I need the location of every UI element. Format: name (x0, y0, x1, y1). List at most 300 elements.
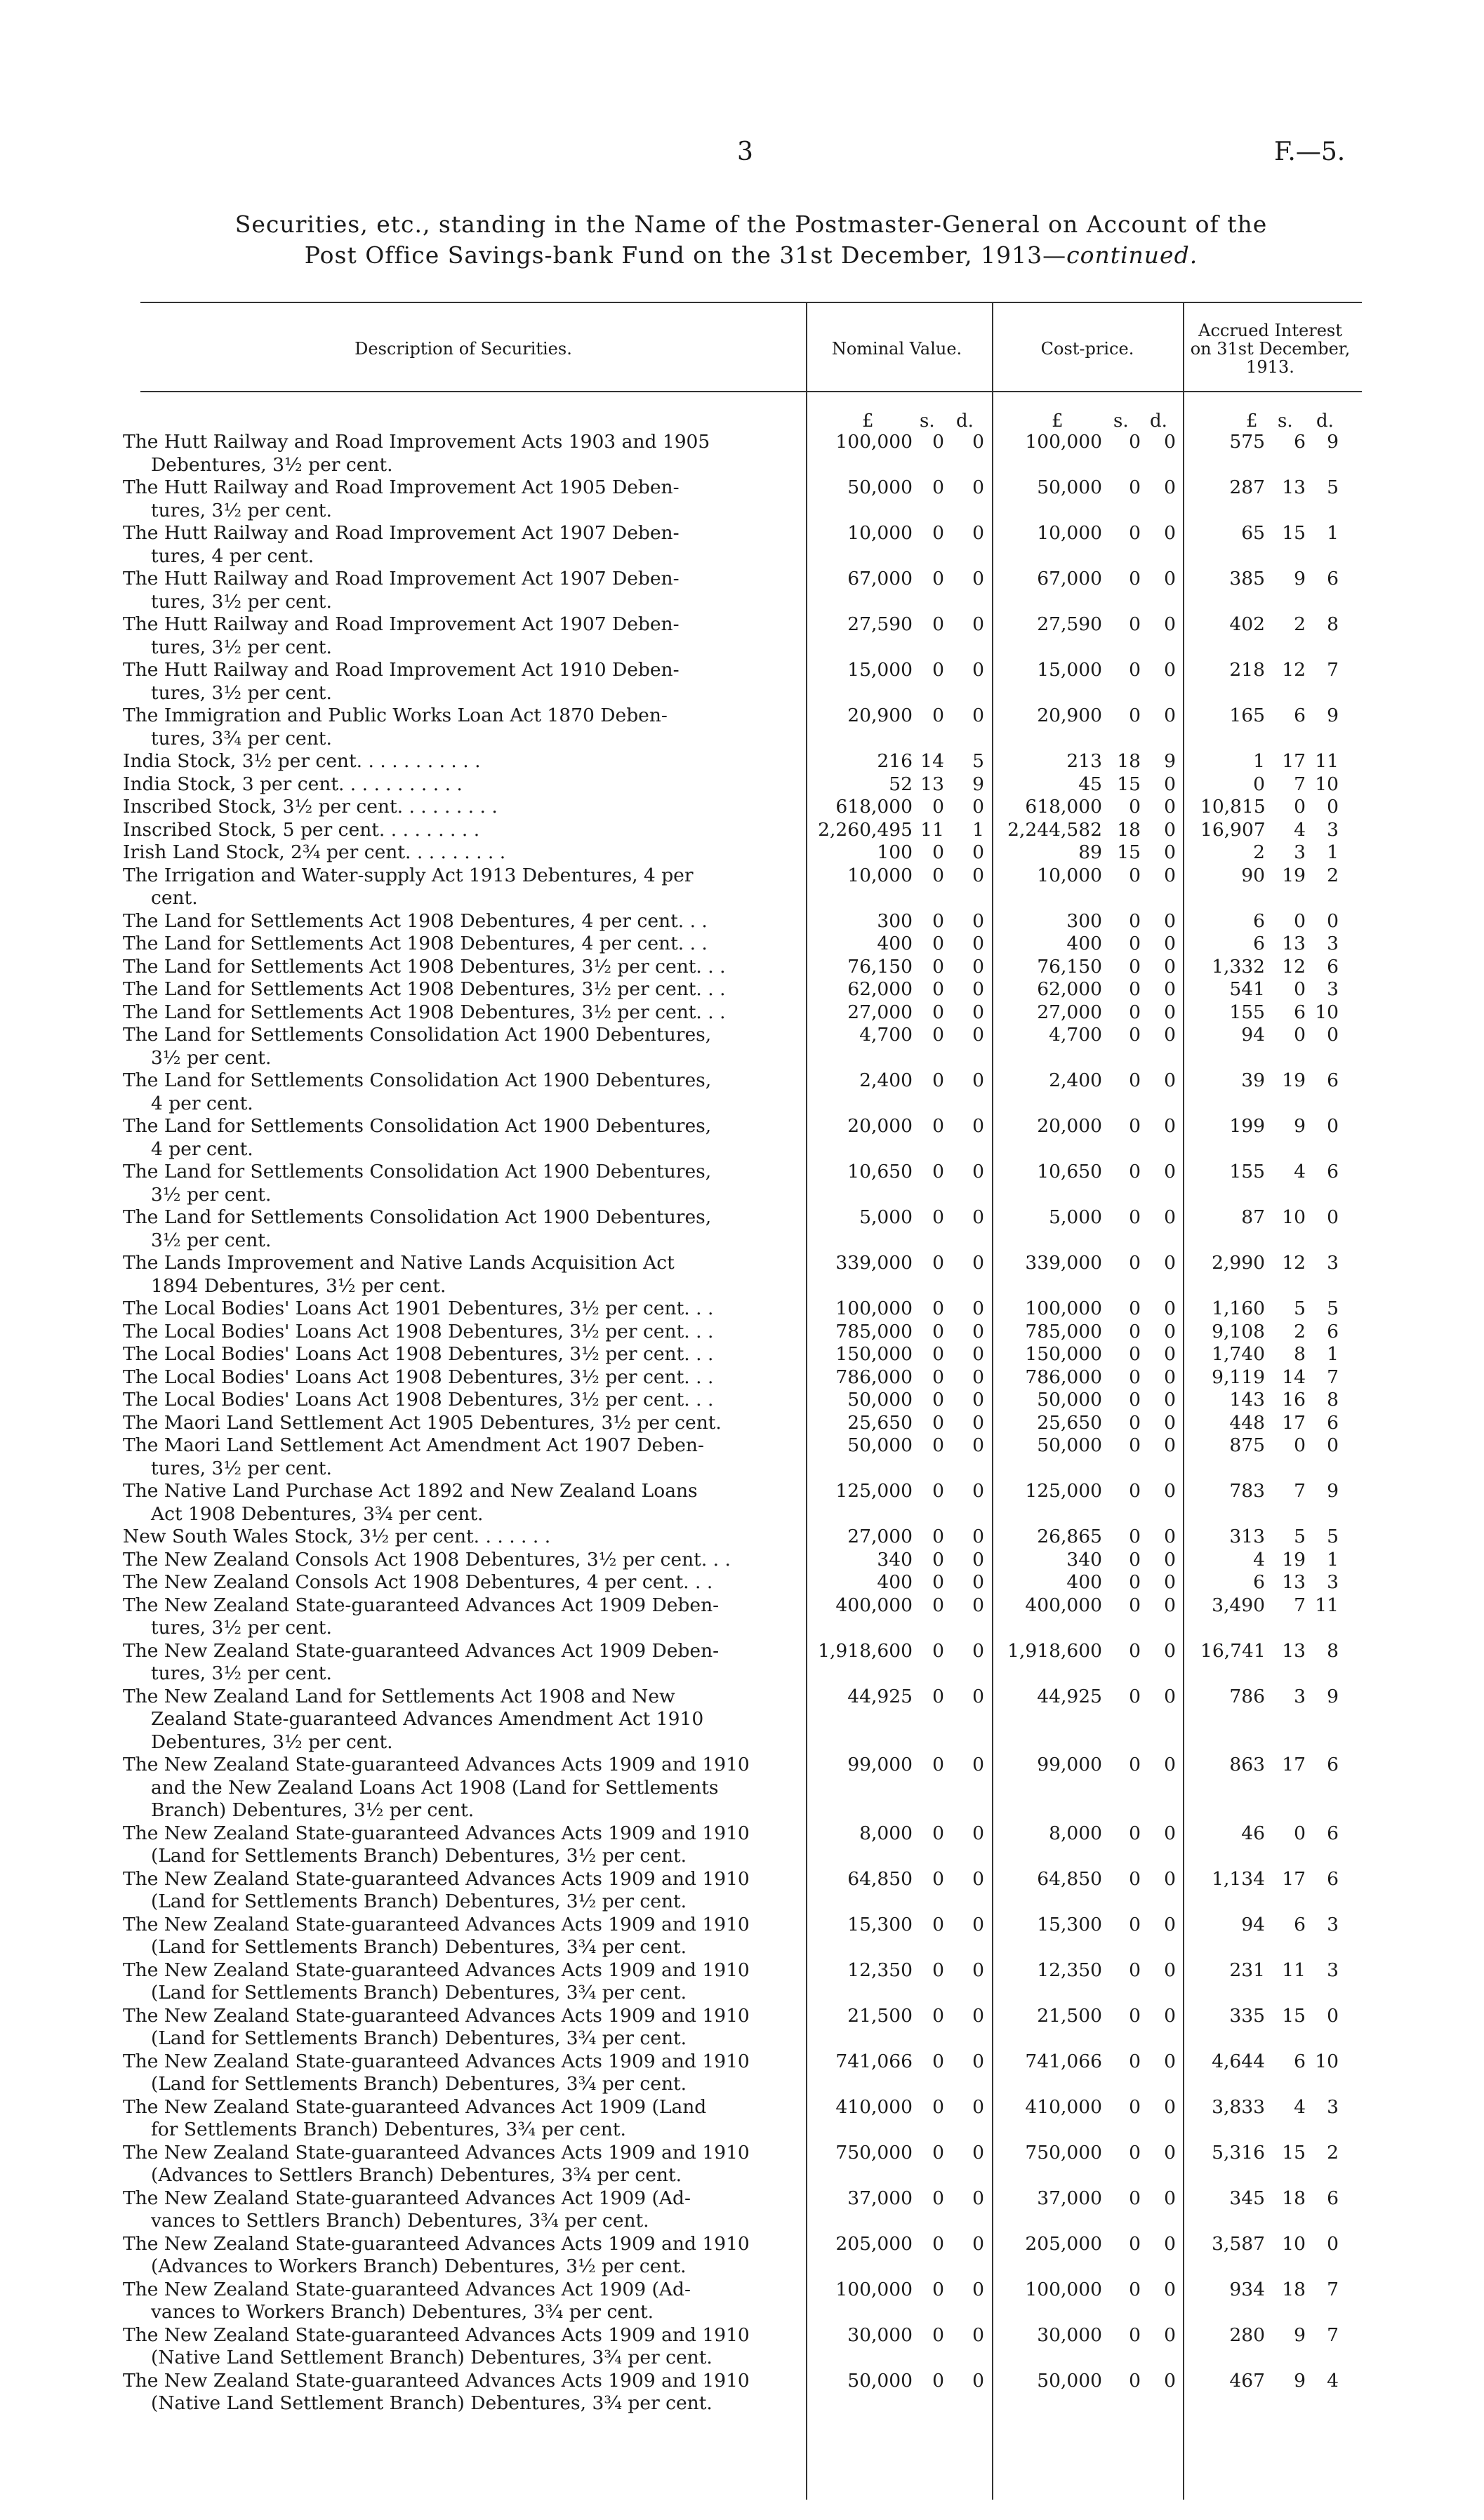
nominal-shillings: 0 (932, 1252, 944, 1274)
nominal-shillings: 0 (932, 1366, 944, 1388)
accrued-shillings: 12 (1282, 1252, 1306, 1274)
cost-shillings: 0 (1129, 1161, 1141, 1182)
nominal-shillings: 0 (932, 1115, 944, 1137)
accrued-pence: 11 (1315, 750, 1339, 772)
accrued-pounds: 786 (1229, 1685, 1265, 1707)
accrued-pence: 0 (1327, 1434, 1339, 1456)
cost-pence: 0 (1164, 568, 1176, 589)
cost-pounds: 50,000 (1037, 1434, 1102, 1456)
accrued-shillings: 15 (1282, 2141, 1306, 2164)
accrued-shillings: 13 (1282, 1639, 1306, 1662)
description-line: The Maori Land Settlement Act 1905 Debentures, 3½ per cent. (123, 1411, 722, 1434)
accrued-pence: 1 (1327, 841, 1339, 863)
cost-pounds: 213 (1066, 750, 1102, 772)
accrued-pence: 1 (1327, 1343, 1339, 1365)
cost-pence: 0 (1164, 1389, 1176, 1411)
nominal-shillings: 0 (932, 2050, 944, 2072)
description-line: tures, 3½ per cent. (151, 1662, 332, 1684)
nominal-pence: 0 (972, 1822, 984, 1844)
nominal-pence: 0 (972, 1366, 984, 1388)
nominal-pounds: 5,000 (859, 1206, 913, 1228)
cost-pounds: 2,244,582 (1007, 818, 1102, 841)
nominal-shillings: 0 (932, 1571, 944, 1593)
cost-pounds: 400 (1066, 1571, 1102, 1593)
accrued-shillings: 6 (1294, 2050, 1306, 2072)
accrued-pence: 3 (1327, 1252, 1339, 1274)
cost-shillings: 0 (1129, 1252, 1141, 1274)
cost-pounds: 8,000 (1049, 1822, 1102, 1844)
cost-pounds: 26,865 (1037, 1526, 1102, 1547)
accrued-pence: 3 (1327, 2095, 1339, 2118)
nominal-shillings: 0 (932, 1161, 944, 1182)
description-line: The New Zealand State-guaranteed Advances Acts 1909 and 1910 (123, 1959, 750, 1981)
cost-shillings: 0 (1129, 1822, 1141, 1844)
accrued-shillings: 13 (1282, 1571, 1306, 1593)
cost-pence: 0 (1164, 1001, 1176, 1023)
cost-pounds: 125,000 (1025, 1480, 1102, 1502)
nominal-pence: 0 (972, 1252, 984, 1274)
table-row (0, 1252, 1484, 1298)
accrued-shillings: 6 (1294, 1913, 1306, 1935)
nominal-pounds: 100 (877, 841, 913, 863)
accrued-pence: 8 (1327, 1639, 1339, 1662)
nominal-pounds: 25,650 (847, 1411, 913, 1434)
cost-shillings: 0 (1129, 431, 1141, 453)
accrued-pounds: 155 (1229, 1161, 1265, 1182)
accrued-pence: 3 (1327, 933, 1339, 954)
nominal-shillings: 0 (932, 796, 944, 818)
cost-pence: 0 (1164, 978, 1176, 1000)
nominal-shillings: 0 (932, 1343, 944, 1365)
description-line: The Hutt Railway and Road Improvement Act 1905 Deben- (123, 476, 680, 498)
cost-pence: 0 (1164, 2278, 1176, 2300)
table-row (0, 910, 1484, 933)
nominal-pence: 0 (972, 1434, 984, 1456)
table-row (0, 659, 1484, 705)
security-description (123, 1594, 800, 1640)
description-line: The Land for Settlements Consolidation Act 1900 Debentures, (123, 1161, 712, 1182)
description-line: (Land for Settlements Branch) Debentures, 3¾ per cent. (151, 1936, 687, 1958)
nominal-pence: 0 (972, 1115, 984, 1137)
accrued-shillings: 6 (1294, 431, 1306, 453)
security-description (123, 2233, 800, 2279)
cost-pounds: 100,000 (1025, 431, 1102, 453)
nominal-pounds: 10,000 (847, 522, 913, 544)
cost-pounds: 10,650 (1037, 1161, 1102, 1182)
description-line: The New Zealand State-guaranteed Advances Acts 1909 and 1910 (123, 1822, 750, 1844)
security-description (123, 978, 800, 1001)
cost-pounds: 12,350 (1037, 1959, 1102, 1981)
description-line: The Local Bodies' Loans Act 1908 Debentures, 3½ per cent. . . (123, 1343, 714, 1365)
nominal-pence: 0 (972, 933, 984, 954)
nominal-shillings: 0 (932, 1389, 944, 1411)
accrued-pence: 9 (1327, 431, 1339, 453)
nominal-shillings: 0 (932, 1069, 944, 1091)
accrued-shillings: 15 (1282, 522, 1306, 544)
table-row (0, 796, 1484, 819)
nominal-pounds: 125,000 (835, 1480, 913, 1502)
description-line: The New Zealand State-guaranteed Advances Act 1909 Deben- (123, 1639, 720, 1662)
nominal-shillings: 0 (932, 1320, 944, 1342)
nominal-pence: 1 (972, 818, 984, 841)
cost-shillings: 0 (1129, 1594, 1141, 1616)
security-description (123, 476, 800, 522)
cost-pence: 0 (1164, 1343, 1176, 1365)
description-line: Debentures, 3½ per cent. (151, 453, 393, 476)
nominal-pence: 0 (972, 909, 984, 932)
accrued-pounds: 335 (1229, 2004, 1265, 2027)
nominal-shillings: 0 (932, 864, 944, 886)
accrued-pence: 6 (1327, 2187, 1339, 2209)
cost-pounds: 45 (1078, 773, 1102, 795)
description-line: India Stock, 3 per cent. . . . . . . . . . . (123, 773, 463, 795)
accrued-pence: 0 (1327, 909, 1339, 932)
cost-pence: 0 (1164, 1366, 1176, 1388)
cost-shillings: 0 (1129, 1001, 1141, 1023)
cost-pence: 0 (1164, 1867, 1176, 1890)
table-row (0, 1115, 1484, 1161)
cost-shillings: 0 (1129, 1206, 1141, 1228)
accrued-pounds: 783 (1229, 1480, 1265, 1502)
header-description: Description of Securities. (355, 339, 572, 359)
accrued-pence: 0 (1327, 1115, 1339, 1137)
cost-pounds: 205,000 (1025, 2232, 1102, 2255)
table-row (0, 819, 1484, 842)
accrued-pence: 0 (1327, 2004, 1339, 2027)
cost-pence: 0 (1164, 2187, 1176, 2209)
cost-pounds: 50,000 (1037, 2369, 1102, 2392)
nominal-pence: 0 (972, 2004, 984, 2027)
accrued-shillings: 0 (1294, 1822, 1306, 1844)
accrued-shillings: 17 (1282, 1411, 1306, 1434)
description-line: (Advances to Workers Branch) Debentures, 3½ per cent. (151, 2255, 687, 2277)
security-description (123, 1298, 800, 1321)
nominal-shillings: 11 (920, 818, 944, 841)
nominal-pounds: 15,300 (847, 1913, 913, 1935)
table-row (0, 1069, 1484, 1115)
cost-shillings: 0 (1129, 909, 1141, 932)
cost-pence: 0 (1164, 1571, 1176, 1593)
cost-shillings: 0 (1129, 978, 1141, 1000)
cost-pounds: 410,000 (1025, 2095, 1102, 2118)
nominal-shillings: 0 (932, 909, 944, 932)
nominal-shillings: 0 (932, 1594, 944, 1616)
nominal-pounds: 67,000 (847, 568, 913, 589)
description-line: The New Zealand State-guaranteed Advances Acts 1909 and 1910 (123, 1754, 750, 1775)
security-description (123, 431, 800, 476)
accrued-pounds: 165 (1229, 705, 1265, 726)
nominal-pence: 0 (972, 2278, 984, 2300)
nominal-shillings: 0 (932, 613, 944, 635)
table-row (0, 841, 1484, 865)
description-line: vances to Workers Branch) Debentures, 3¾ per cent. (151, 2301, 654, 2323)
nominal-shillings: 0 (932, 1548, 944, 1571)
description-line: The Hutt Railway and Road Improvement Act 1910 Deben- (123, 659, 680, 681)
accrued-shillings: 19 (1282, 1548, 1306, 1571)
accrued-pence: 2 (1327, 864, 1339, 886)
nominal-pounds: 20,900 (847, 705, 913, 726)
accrued-shillings: 9 (1294, 2324, 1306, 2346)
accrued-shillings: 18 (1282, 2278, 1306, 2300)
nominal-pence: 0 (972, 568, 984, 589)
table-row (0, 978, 1484, 1001)
accrued-pounds: 875 (1229, 1434, 1265, 1456)
cost-shillings: 0 (1129, 613, 1141, 635)
nominal-shillings: 0 (932, 1867, 944, 1890)
security-description (123, 1686, 800, 1754)
description-line: Irish Land Stock, 2¾ per cent. . . . . . . . . (123, 841, 506, 863)
nominal-pence: 0 (972, 1754, 984, 1775)
accrued-shillings: 15 (1282, 2004, 1306, 2027)
nominal-pence: 0 (972, 2187, 984, 2209)
cost-shillings: 0 (1129, 2278, 1141, 2300)
table-row (0, 2142, 1484, 2187)
table-row (0, 2005, 1484, 2051)
description-line: tures, 4 per cent. (151, 545, 314, 567)
nominal-pence: 0 (972, 1024, 984, 1046)
security-description (123, 2005, 800, 2051)
nominal-pounds: 30,000 (847, 2324, 913, 2346)
accrued-pounds: 3,587 (1212, 2232, 1265, 2255)
accrued-shillings: 4 (1294, 2095, 1306, 2118)
unit-shilling-nominal: s. (920, 411, 935, 432)
security-description (123, 2279, 800, 2324)
description-line: tures, 3½ per cent. (151, 681, 332, 704)
description-line: Debentures, 3½ per cent. (151, 1731, 393, 1753)
nominal-shillings: 0 (932, 955, 944, 978)
description-line: (Land for Settlements Branch) Debentures, 3¾ per cent. (151, 2073, 687, 2095)
description-line: The Native Land Purchase Act 1892 and New Zealand Loans (123, 1480, 698, 1502)
description-line: The Land for Settlements Consolidation Act 1900 Debentures, (123, 1115, 712, 1137)
nominal-pounds: 300 (877, 909, 913, 932)
security-description (123, 522, 800, 568)
nominal-pounds: 340 (877, 1548, 913, 1571)
security-description (123, 1914, 800, 1959)
security-description (123, 1434, 800, 1480)
accrued-pence: 6 (1327, 1411, 1339, 1434)
cost-pounds: 27,590 (1037, 613, 1102, 635)
page-reference: F.—5. (1274, 138, 1346, 166)
accrued-shillings: 14 (1282, 1366, 1306, 1388)
security-description (123, 2187, 800, 2233)
cost-shillings: 0 (1129, 1343, 1141, 1365)
cost-pounds: 50,000 (1037, 1389, 1102, 1411)
cost-pence: 0 (1164, 705, 1176, 726)
table-row (0, 2187, 1484, 2233)
description-line: The New Zealand Consols Act 1908 Debentures, 3½ per cent. . . (123, 1548, 731, 1571)
accrued-pence: 0 (1327, 1206, 1339, 1228)
nominal-pounds: 400,000 (835, 1594, 913, 1616)
accrued-pounds: 1,134 (1212, 1867, 1265, 1890)
nominal-pounds: 76,150 (847, 955, 913, 978)
security-description (123, 1343, 800, 1366)
cost-pence: 0 (1164, 1434, 1176, 1456)
cost-pence: 0 (1164, 1959, 1176, 1981)
cost-shillings: 0 (1129, 476, 1141, 498)
accrued-pence: 0 (1327, 796, 1339, 818)
table-row (0, 568, 1484, 613)
accrued-pounds: 218 (1229, 659, 1265, 681)
security-description (123, 1321, 800, 1344)
nominal-shillings: 0 (932, 2324, 944, 2346)
description-line: 4 per cent. (151, 1092, 253, 1114)
cost-shillings: 0 (1129, 1639, 1141, 1662)
cost-pence: 0 (1164, 1115, 1176, 1137)
accrued-shillings: 12 (1282, 659, 1306, 681)
nominal-pence: 0 (972, 613, 984, 635)
nominal-pence: 0 (972, 978, 984, 1000)
cost-pounds: 750,000 (1025, 2141, 1102, 2164)
accrued-shillings: 17 (1282, 1754, 1306, 1775)
title-line-1: Securities, etc., standing in the Name of the Postmaster-General on Account of the (234, 211, 1268, 238)
nominal-shillings: 0 (932, 1754, 944, 1775)
security-description (123, 1252, 800, 1298)
nominal-pounds: 4,700 (859, 1024, 913, 1046)
cost-shillings: 0 (1129, 2187, 1141, 2209)
nominal-pounds: 12,350 (847, 1959, 913, 1981)
accrued-pounds: 575 (1229, 431, 1265, 453)
security-description (123, 841, 800, 865)
accrued-pence: 6 (1327, 1754, 1339, 1775)
nominal-shillings: 0 (932, 476, 944, 498)
nominal-pounds: 99,000 (847, 1754, 913, 1775)
cost-pence: 0 (1164, 1252, 1176, 1274)
table-row (0, 773, 1484, 796)
cost-pounds: 64,850 (1037, 1867, 1102, 1890)
unit-shilling-accrued: s. (1278, 411, 1293, 432)
table-row (0, 1412, 1484, 1435)
accrued-pence: 5 (1327, 476, 1339, 498)
nominal-pounds: 741,066 (835, 2050, 913, 2072)
table-row (0, 2096, 1484, 2142)
cost-pounds: 5,000 (1049, 1206, 1102, 1228)
accrued-pounds: 65 (1241, 522, 1265, 544)
table-row (0, 2370, 1484, 2415)
cost-shillings: 0 (1129, 2004, 1141, 2027)
nominal-shillings: 0 (932, 1434, 944, 1456)
table-row (0, 1343, 1484, 1366)
cost-pence: 0 (1164, 1411, 1176, 1434)
accrued-pounds: 2,990 (1212, 1252, 1265, 1274)
nominal-pence: 0 (972, 1867, 984, 1890)
description-line: The Hutt Railway and Road Improvement Act 1907 Deben- (123, 568, 680, 589)
accrued-pounds: 4,644 (1212, 2050, 1265, 2072)
table-row (0, 1959, 1484, 2005)
nominal-shillings: 0 (932, 1206, 944, 1228)
accrued-pounds: 9,108 (1212, 1320, 1265, 1342)
cost-pence: 0 (1164, 659, 1176, 681)
table-row (0, 1640, 1484, 1686)
accrued-pounds: 541 (1229, 978, 1265, 1000)
nominal-shillings: 0 (932, 2369, 944, 2392)
accrued-pence: 1 (1327, 1548, 1339, 1571)
accrued-shillings: 2 (1294, 613, 1306, 635)
nominal-shillings: 0 (932, 659, 944, 681)
nominal-pounds: 2,400 (859, 1069, 913, 1091)
cost-pounds: 100,000 (1025, 1298, 1102, 1319)
nominal-shillings: 0 (932, 2232, 944, 2255)
nominal-pounds: 410,000 (835, 2095, 913, 2118)
accrued-pounds: 934 (1229, 2278, 1265, 2300)
cost-pounds: 786,000 (1025, 1366, 1102, 1388)
nominal-pence: 0 (972, 705, 984, 726)
accrued-pounds: 155 (1229, 1001, 1265, 1023)
table-row (0, 1868, 1484, 1914)
nominal-pounds: 205,000 (835, 2232, 913, 2255)
accrued-shillings: 6 (1294, 1001, 1306, 1023)
accrued-shillings: 0 (1294, 978, 1306, 1000)
nominal-shillings: 0 (932, 1001, 944, 1023)
unit-pound-cost: £ (1052, 411, 1064, 432)
security-description (123, 773, 800, 796)
cost-pence: 0 (1164, 522, 1176, 544)
description-line: (Land for Settlements Branch) Debentures, 3¾ per cent. (151, 2027, 687, 2049)
accrued-shillings: 0 (1294, 1024, 1306, 1046)
table-row (0, 2233, 1484, 2279)
cost-pence: 0 (1164, 841, 1176, 863)
accrued-pence: 6 (1327, 1867, 1339, 1890)
accrued-shillings: 9 (1294, 1115, 1306, 1137)
nominal-shillings: 0 (932, 568, 944, 589)
nominal-pence: 0 (972, 431, 984, 453)
accrued-shillings: 3 (1294, 841, 1306, 863)
accrued-shillings: 7 (1294, 1480, 1306, 1502)
cost-pounds: 1,918,600 (1007, 1639, 1102, 1662)
accrued-shillings: 16 (1282, 1389, 1306, 1411)
nominal-shillings: 0 (932, 841, 944, 863)
cost-pence: 0 (1164, 1320, 1176, 1342)
security-description (123, 2370, 800, 2415)
nominal-pence: 0 (972, 1343, 984, 1365)
cost-pounds: 2,400 (1049, 1069, 1102, 1091)
nominal-pounds: 786,000 (835, 1366, 913, 1388)
security-description (123, 2051, 800, 2096)
nominal-shillings: 0 (932, 1685, 944, 1707)
table-row (0, 1321, 1484, 1344)
description-line: tures, 3½ per cent. (151, 636, 332, 658)
table-row (0, 1571, 1484, 1594)
accrued-pounds: 90 (1241, 864, 1265, 886)
nominal-pence: 0 (972, 2095, 984, 2118)
nominal-pounds: 27,000 (847, 1001, 913, 1023)
cost-pounds: 21,500 (1037, 2004, 1102, 2027)
accrued-pence: 3 (1327, 1571, 1339, 1593)
description-line: Act 1908 Debentures, 3¾ per cent. (151, 1502, 484, 1525)
accrued-shillings: 13 (1282, 933, 1306, 954)
cost-shillings: 0 (1129, 1389, 1141, 1411)
accrued-pence: 10 (1315, 1001, 1339, 1023)
accrued-pounds: 9,119 (1212, 1366, 1265, 1388)
description-line: tures, 3½ per cent. (151, 499, 332, 521)
cost-pence: 0 (1164, 1161, 1176, 1182)
cost-pounds: 340 (1066, 1548, 1102, 1571)
accrued-pounds: 6 (1253, 909, 1265, 932)
table-row (0, 933, 1484, 956)
accrued-pounds: 231 (1229, 1959, 1265, 1981)
nominal-pounds: 339,000 (835, 1252, 913, 1274)
cost-pence: 0 (1164, 2141, 1176, 2164)
nominal-shillings: 0 (932, 2187, 944, 2209)
page-number: 3 (737, 138, 753, 166)
nominal-pence: 0 (972, 522, 984, 544)
nominal-shillings: 0 (932, 705, 944, 726)
cost-pounds: 339,000 (1025, 1252, 1102, 1274)
table-row (0, 1024, 1484, 1069)
accrued-pence: 5 (1327, 1526, 1339, 1547)
nominal-pence: 0 (972, 1389, 984, 1411)
cost-pence: 0 (1164, 1685, 1176, 1707)
cost-pence: 0 (1164, 1480, 1176, 1502)
